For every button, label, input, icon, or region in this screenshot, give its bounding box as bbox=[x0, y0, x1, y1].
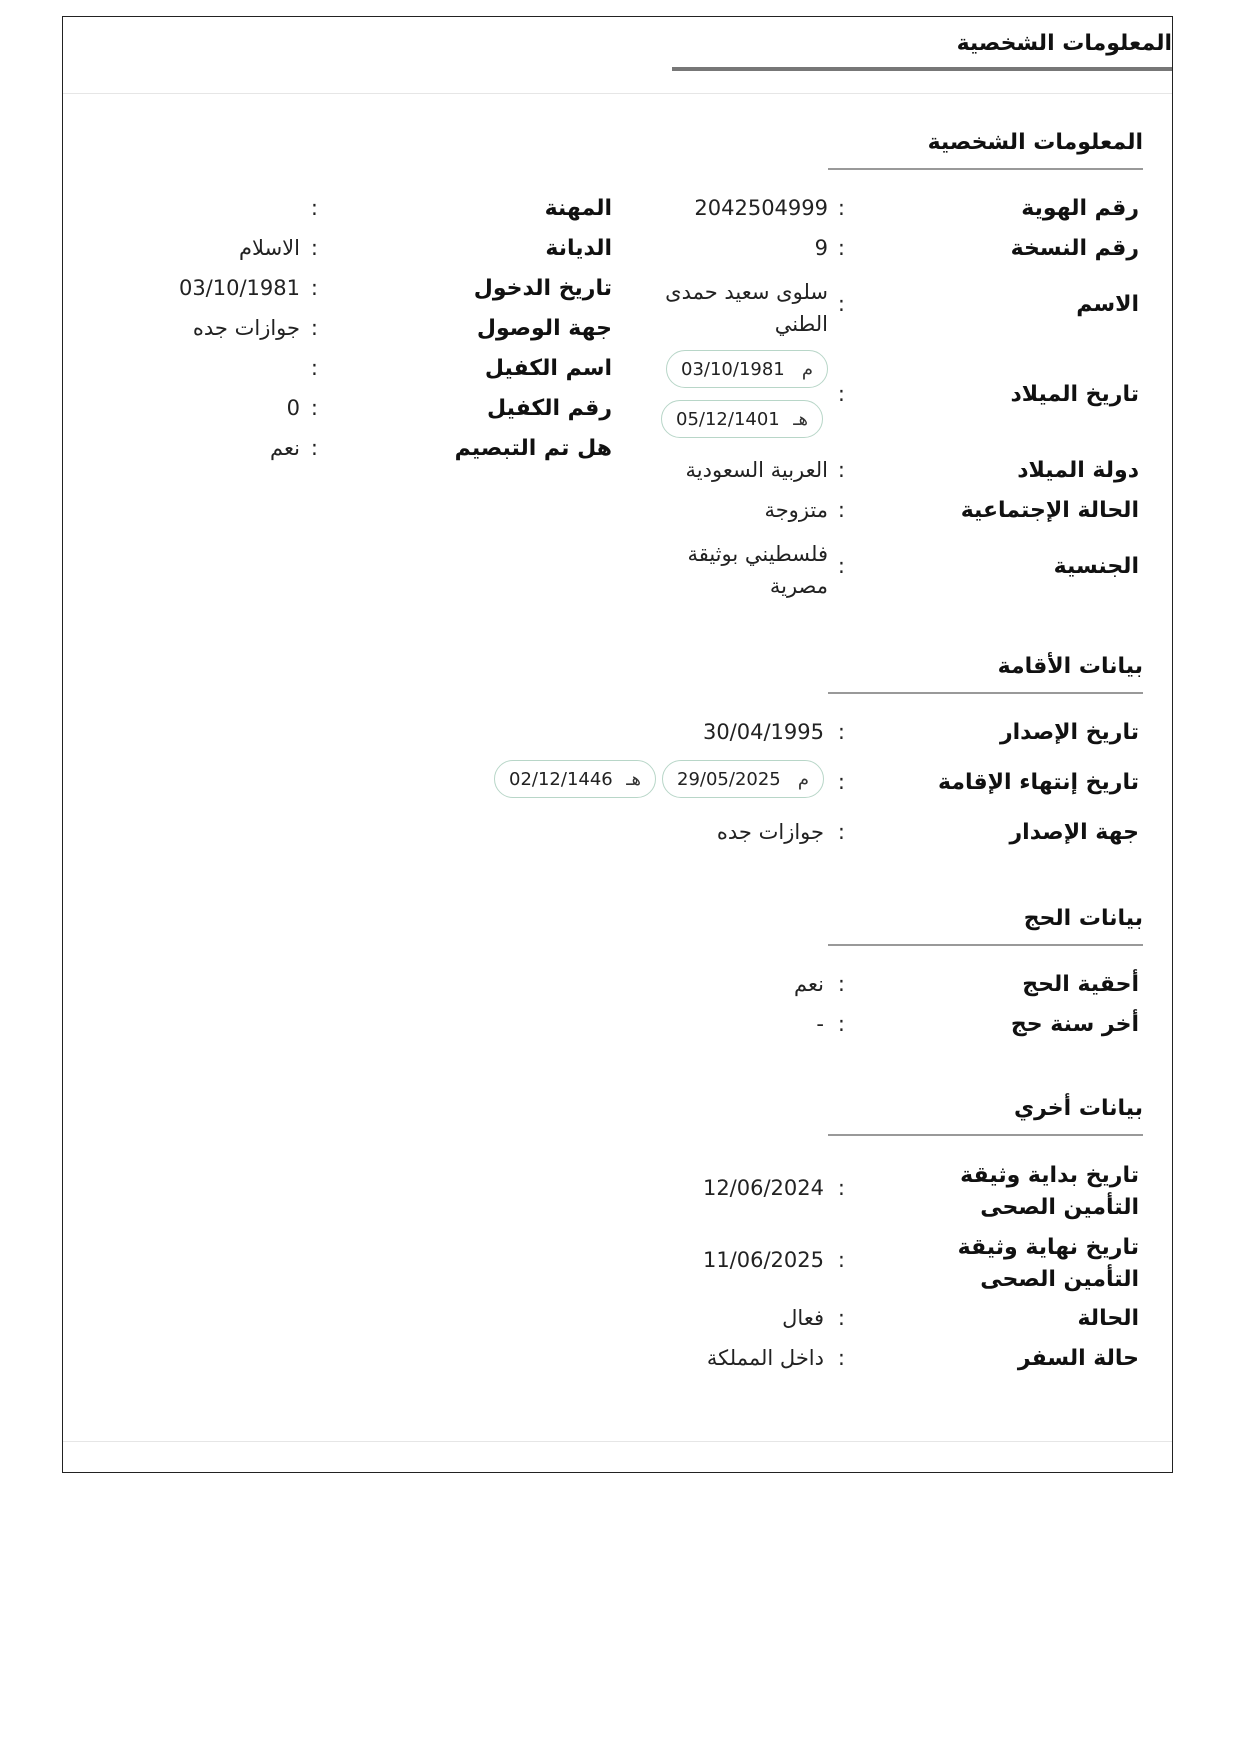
arrival-port-value: جوازات جده bbox=[192, 316, 300, 340]
last-hajj-year-label: أخر سنة حج bbox=[1010, 1012, 1139, 1037]
birth-date-gregorian: 03/10/1981 bbox=[681, 358, 785, 380]
residence-expiry-hijri-pill bbox=[494, 760, 656, 798]
version-number-value: 9 bbox=[814, 236, 828, 260]
religion-label: الديانة bbox=[545, 236, 612, 261]
arrival-port-label: جهة الوصول bbox=[476, 316, 612, 341]
colon: : bbox=[837, 1012, 845, 1036]
colon: : bbox=[837, 770, 845, 794]
residence-expiry-hijri: 02/12/1446 bbox=[509, 768, 613, 790]
fingerprinted-label: هل تم التبصيم bbox=[454, 436, 612, 461]
colon: : bbox=[310, 356, 318, 380]
status-value: فعال bbox=[782, 1306, 824, 1330]
birth-country-value: العربية السعودية bbox=[685, 458, 828, 482]
residence-expiry-gregorian-pill bbox=[662, 760, 824, 798]
hajj-eligibility-label: أحقية الحج bbox=[1022, 972, 1139, 997]
personal-section-underline bbox=[828, 168, 1143, 170]
residence-expiry-gregorian: 29/05/2025 bbox=[677, 768, 781, 790]
travel-status-label: حالة السفر bbox=[1017, 1346, 1139, 1371]
birth-country-label: دولة الميلاد bbox=[1017, 458, 1139, 483]
title-underline bbox=[672, 67, 1172, 71]
colon: : bbox=[837, 972, 845, 996]
entry-date-label: تاريخ الدخول bbox=[473, 276, 612, 301]
fingerprinted-value: نعم bbox=[270, 436, 300, 460]
colon: : bbox=[837, 820, 845, 844]
last-hajj-year-value: - bbox=[816, 1012, 824, 1036]
issue-place-label: جهة الإصدار bbox=[1009, 820, 1139, 845]
nationality-label: الجنسية bbox=[1053, 554, 1139, 579]
colon: : bbox=[837, 236, 845, 260]
name-value: سلوى سعيد حمدى الطني bbox=[665, 280, 828, 336]
sponsor-number-value: 0 bbox=[286, 396, 300, 420]
issue-date-value: 30/04/1995 bbox=[702, 720, 824, 744]
gregorian-suffix: م bbox=[801, 358, 813, 380]
entry-date-value: 03/10/1981 bbox=[178, 276, 300, 300]
colon: : bbox=[837, 498, 845, 522]
colon: : bbox=[310, 236, 318, 260]
other-section-underline bbox=[828, 1134, 1143, 1136]
insurance-end-value: 11/06/2025 bbox=[702, 1248, 824, 1272]
colon: : bbox=[837, 554, 845, 578]
issue-date-label: تاريخ الإصدار bbox=[999, 720, 1139, 745]
religion-value: الاسلام bbox=[239, 236, 300, 260]
travel-status-value: داخل المملكة bbox=[706, 1346, 824, 1370]
colon: : bbox=[837, 1306, 845, 1330]
profession-label: المهنة bbox=[544, 196, 612, 221]
id-number-value: 2042504999 bbox=[694, 196, 828, 220]
colon: : bbox=[837, 292, 845, 316]
colon: : bbox=[310, 276, 318, 300]
marital-status-label: الحالة الإجتماعية bbox=[960, 498, 1139, 523]
insurance-start-label: تاريخ بداية وثيقة التأمين الصحى bbox=[960, 1163, 1139, 1220]
other-section-title: بيانات أخري bbox=[1013, 1096, 1143, 1121]
colon: : bbox=[837, 1248, 845, 1272]
nationality-value: فلسطيني بوثيقة مصرية bbox=[687, 542, 828, 598]
sponsor-name-label: اسم الكفيل bbox=[484, 356, 612, 381]
residence-expiry-label: تاريخ إنتهاء الإقامة bbox=[938, 770, 1139, 795]
personal-section-title: المعلومات الشخصية bbox=[927, 130, 1143, 155]
id-number-label: رقم الهوية bbox=[1021, 196, 1139, 221]
status-label: الحالة bbox=[1077, 1306, 1139, 1331]
top-divider bbox=[63, 93, 1172, 94]
version-number-label: رقم النسخة bbox=[1010, 236, 1139, 261]
birth-date-hijri-pill bbox=[661, 400, 823, 438]
marital-status-value: متزوجة bbox=[764, 498, 828, 522]
sponsor-number-label: رقم الكفيل bbox=[486, 396, 612, 421]
colon: : bbox=[837, 458, 845, 482]
residence-section-title: بيانات الأقامة bbox=[997, 654, 1143, 679]
hajj-section-underline bbox=[828, 944, 1143, 946]
colon: : bbox=[837, 720, 845, 744]
colon: : bbox=[837, 1346, 845, 1370]
colon: : bbox=[310, 396, 318, 420]
colon: : bbox=[310, 436, 318, 460]
residence-section-underline bbox=[828, 692, 1143, 694]
hajj-eligibility-value: نعم bbox=[794, 972, 824, 996]
colon: : bbox=[310, 196, 318, 220]
name-label: الاسم bbox=[1076, 292, 1139, 317]
birth-date-label: تاريخ الميلاد bbox=[1010, 382, 1139, 407]
hijri-suffix: هـ bbox=[793, 408, 808, 430]
colon: : bbox=[310, 316, 318, 340]
hijri-suffix: هـ bbox=[626, 768, 641, 790]
page-title: المعلومات الشخصية bbox=[956, 31, 1172, 56]
insurance-start-value: 12/06/2024 bbox=[702, 1176, 824, 1200]
hajj-section-title: بيانات الحج bbox=[1023, 906, 1143, 931]
colon: : bbox=[837, 196, 845, 220]
gregorian-suffix: م bbox=[797, 768, 809, 790]
issue-place-value: جوازات جده bbox=[716, 820, 824, 844]
bottom-divider bbox=[63, 1441, 1172, 1442]
birth-date-gregorian-pill bbox=[666, 350, 828, 388]
birth-date-hijri: 05/12/1401 bbox=[676, 408, 780, 430]
insurance-end-label: تاريخ نهاية وثيقة التأمين الصحى bbox=[957, 1235, 1139, 1292]
colon: : bbox=[837, 382, 845, 406]
colon: : bbox=[837, 1176, 845, 1200]
